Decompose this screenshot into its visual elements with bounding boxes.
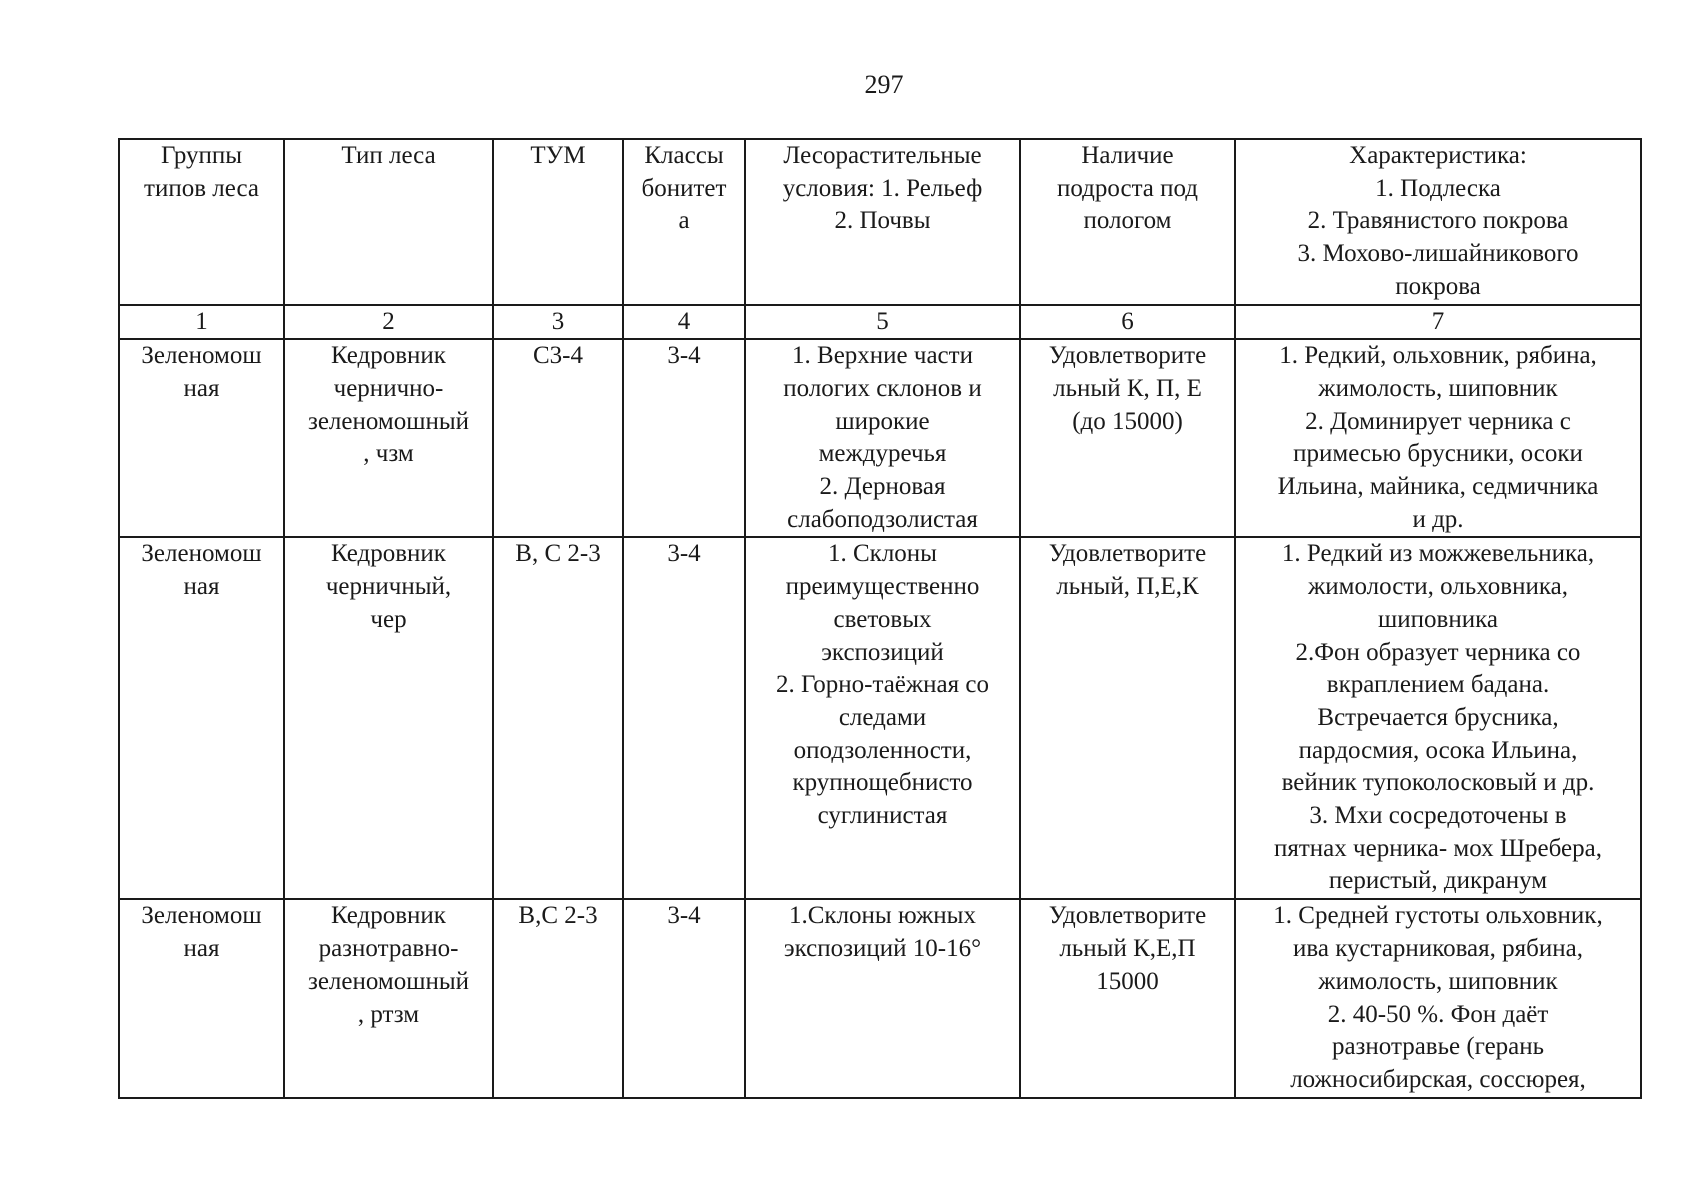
table-cell: 1. Склоны преимущественно световых экспозиций 2. Горно-таёжная со следами оподзоленности, крупнощебнисто суглинистая xyxy=(745,537,1020,899)
table-cell: Удовлетворите льный К,Е,П 15000 xyxy=(1020,899,1235,1097)
page-number: 297 xyxy=(864,70,904,99)
table-cell: Зеленомош ная xyxy=(119,339,284,537)
column-number-row xyxy=(119,305,1641,340)
table-row xyxy=(119,339,1641,537)
table-cell: Зеленомош ная xyxy=(119,537,284,899)
header-cell: Группы типов леса xyxy=(119,139,284,305)
table-cell: Кедровник черничный, чер xyxy=(284,537,493,899)
header-cell: Классы бонитет а xyxy=(623,139,745,305)
table-row xyxy=(119,899,1641,1097)
table-cell: 1. Верхние части пологих склонов и широкие междуречья 2. Дерновая слабоподзолистая xyxy=(745,339,1020,537)
header-cell: Наличие подроста под пологом xyxy=(1020,139,1235,305)
header-cell: Тип леса xyxy=(284,139,493,305)
forest-types-table xyxy=(118,138,1642,1099)
table-row xyxy=(119,537,1641,899)
table-cell: Зеленомош ная xyxy=(119,899,284,1097)
header-cell: Характеристика: 1. Подлеска 2. Травянистого покрова 3. Мохово-лишайникового покрова xyxy=(1235,139,1641,305)
table-cell: 3-4 xyxy=(623,537,745,899)
table-cell: 1. Редкий из можжевельника, жимолости, ольховника, шиповника 2.Фон образует черника со вкраплением бадана. Встречается брусника, пардосмия, осока Ильина, вейник тупоколосковый и др. 3. Мхи сосредоточены в пятнах черника- мох Шребера, перистый, дикранум xyxy=(1235,537,1641,899)
column-number: 1 xyxy=(119,305,284,340)
column-number: 6 xyxy=(1020,305,1235,340)
table-cell: 1. Средней густоты ольховник, ива кустарниковая, рябина, жимолость, шиповник 2. 40-50 %. Фон даёт разнотравье (герань ложносибирская, соссюрея, xyxy=(1235,899,1641,1097)
column-number: 7 xyxy=(1235,305,1641,340)
column-number: 2 xyxy=(284,305,493,340)
table-cell: 3-4 xyxy=(623,339,745,537)
table-header-row xyxy=(119,139,1641,305)
table-cell: 1. Редкий, ольховник, рябина, жимолость, шиповник 2. Доминирует черника с примесью брусники, осоки Ильина, майника, седмичника и др. xyxy=(1235,339,1641,537)
table-cell: Кедровник чернично- зеленомошный , чзм xyxy=(284,339,493,537)
header-cell: Лесорастительные условия: 1. Рельеф 2. Почвы xyxy=(745,139,1020,305)
table-cell: Кедровник разнотравно- зеленомошный , ртзм xyxy=(284,899,493,1097)
column-number: 5 xyxy=(745,305,1020,340)
table-cell: В, С 2-3 xyxy=(493,537,623,899)
column-number: 4 xyxy=(623,305,745,340)
table-cell: С3-4 xyxy=(493,339,623,537)
table-cell: В,С 2-3 xyxy=(493,899,623,1097)
header-cell: ТУМ xyxy=(493,139,623,305)
column-number: 3 xyxy=(493,305,623,340)
table-cell: 3-4 xyxy=(623,899,745,1097)
table-cell: Удовлетворите льный К, П, Е (до 15000) xyxy=(1020,339,1235,537)
table-cell: 1.Склоны южных экспозиций 10-16° xyxy=(745,899,1020,1097)
table-cell: Удовлетворите льный, П,Е,К xyxy=(1020,537,1235,899)
